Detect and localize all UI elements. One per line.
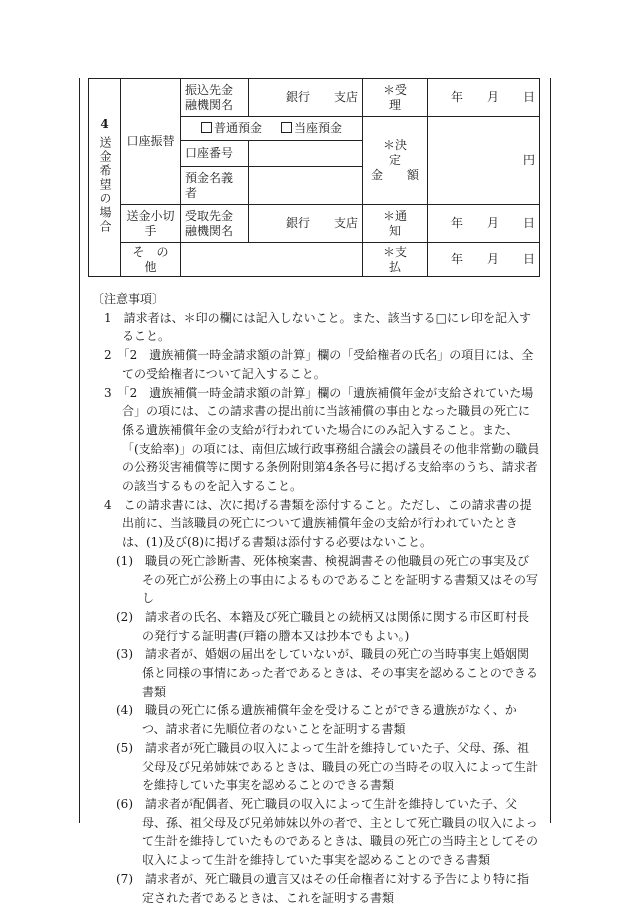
koza-bango-field[interactable] [249, 141, 363, 167]
note-4-sub-2: (2) 請求者の氏名、本籍及び死亡職員との続柄又は関係に関する市区町村長の発行する証明書(戸籍の謄本又は抄本でもよい。) [116, 609, 530, 643]
sonota-field[interactable] [181, 243, 363, 277]
uketori-label: 受取先金融機関名 [181, 205, 249, 243]
tsuchi-date-field: 年 月 日 [428, 205, 540, 243]
koza-label: 口座振替 [126, 134, 175, 148]
juri-label: ＊受 理 [363, 79, 428, 117]
note-2: 2 「2 遺族補償一時金請求額の計算」欄の「受給権者の氏名」の項目には、全ての受給権者について記入すること。 [104, 348, 534, 381]
juri-date-field: 年 月 日 [428, 79, 540, 117]
furikomi-bank-field[interactable]: 銀行 支店 [249, 79, 363, 117]
notes-heading: 〔注意事項〕 [92, 292, 165, 306]
furikomi-label: 振込先金融機関名 [181, 79, 249, 117]
tsuchi-label: ＊通 知 [363, 205, 428, 243]
note-3: 3 「2 遺族補償一時金請求額の計算」欄の「遺族補償年金が支給されていた場合」の項には、この請求書の提出前に当該補償の事由となった職員の死亡に係る遺族補償年金の支給が行われていた場合にのみ記入すること。また、「(支給率)」の項には、南但広域行政事務組合議会の議員その他非常勤の職員の公務災害補償等に関する条例附則第4条各号に掲げる支給率のうち、請求者の該当するものを記入すること。 [104, 385, 540, 494]
note-4-sub-6: (6) 請求者が配偶者、死亡職員の収入によって生計を維持していた子、父母、孫、祖父母及び兄弟姉妹以外の者で、主として死亡職員の収入によって生計を維持していたものであるときは、職員の死亡の当時主としてその収入によって生計を維持していた事実を認めることのできる書類 [116, 796, 539, 868]
yen-unit: 円 [522, 153, 535, 167]
deposit-toza: 当座預金 [294, 121, 343, 135]
note-4-sub-5: (5) 請求者が死亡職員の収入によって生計を維持していた子、父母、孫、祖父母及び兄弟姉妹であるときは、職員の死亡の当時その収入によって生計を維持していた事実を認めることのできる書類 [116, 740, 539, 793]
kettei-label: ＊決 定 金 額 [363, 117, 428, 205]
remittance-table [88, 78, 540, 277]
kettei-amount-field [428, 117, 540, 205]
koza-bango-label: 口座番号 [181, 141, 249, 167]
shiharai-date-field: 年 月 日 [428, 243, 540, 277]
koza-label-cell [121, 79, 181, 205]
note-4-sub-1: (1) 職員の死亡診断書、死体検案書、検視調書その他職員の死亡の事実及びその死亡が公務上の事由によるものであることを証明する書類又はその写し [116, 553, 539, 606]
meigi-label: 預金名義者 [181, 167, 249, 205]
section-number: 4 [100, 117, 109, 131]
deposit-type-cell [181, 117, 363, 141]
note-4-sub-3: (3) 請求者が、婚姻の届出をしていないが、職員の死亡の当時事実上婚姻関係と同様の事情にあった者であるときは、その事実を認めることのできる書類 [116, 647, 538, 699]
meigi-field[interactable] [249, 167, 363, 205]
deposit-futsu: 普通預金 [213, 121, 262, 135]
sonota-label: そ の 他 [121, 243, 181, 277]
checkbox-toza[interactable] [281, 122, 292, 133]
kogitte-label: 送金小切手 [121, 205, 181, 243]
uketori-bank-field[interactable]: 銀行 支店 [249, 205, 363, 243]
right-frame-line [550, 78, 551, 823]
section-title: 送金希望の場合 [98, 136, 112, 234]
note-4-sub-4: (4) 職員の死亡に係る遺族補償年金を受けることができる遺族がなく、かつ、請求者に先順位者のないことを証明する書類 [116, 703, 517, 737]
note-1: 1 請求者は、＊印の欄には記入しないこと。また、該当する□にレ印を記入すること。 [104, 310, 531, 344]
checkbox-futsu[interactable] [201, 122, 212, 133]
section-cell [89, 79, 121, 277]
notes-section [92, 290, 540, 907]
note-4-sub-7: (7) 請求者が、死亡職員の遺言又はその任命権者に対する予告により特に指定された者であるときは、これを証明する書類 [116, 871, 530, 905]
left-frame-line [79, 78, 80, 823]
shiharai-label: ＊支 払 [363, 243, 428, 277]
note-4: 4 この請求書には、次に掲げる書類を添付すること。ただし、この請求書の提出前に、当該職員の死亡について遺族補償年金の支給が行われていたときは、(1)及び(8)に掲げる書類は添付する必要はないこと。 [104, 497, 532, 550]
